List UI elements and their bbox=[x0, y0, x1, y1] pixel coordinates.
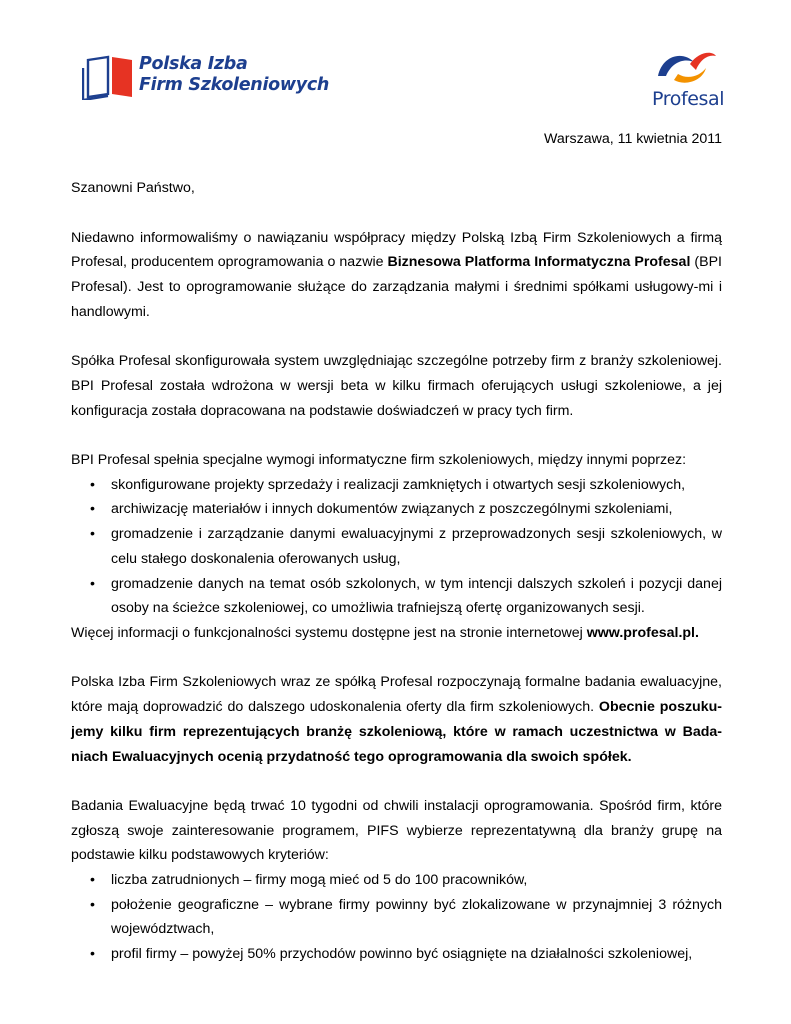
list-item bbox=[71, 893, 722, 942]
bullet-icon: • bbox=[90, 872, 95, 888]
pifs-book-icon bbox=[82, 54, 138, 100]
paragraph-intro-bold: Biznesowa Platforma Informatyczna Profesal bbox=[387, 254, 691, 271]
paragraph-evaluation bbox=[71, 670, 722, 769]
list-item-text: archiwizację materiałów i innych dokumentów związanych z poszczególnymi szkoleniami, bbox=[111, 501, 673, 518]
list-item bbox=[71, 572, 722, 621]
profesal-logo bbox=[648, 46, 728, 110]
list-item-text: położenie geograficzne – wybrane firmy powinny być zlokalizowane w przynajmniej 3 różnych województwach, bbox=[111, 896, 722, 938]
paragraph-intro-text: Niedawno informowaliśmy o nawiązaniu współpracy między Polską Izbą Firm Szkoleniowych a firmą Profesal, producentem oprogramowania o nazwie bbox=[71, 229, 722, 271]
letter-body bbox=[71, 127, 722, 967]
list-item-text: gromadzenie i zarządzanie danymi ewaluacyjnymi z przeprowadzonych sesji szkoleniowych, w celu stałego doskonalenia oferowanych usług, bbox=[111, 526, 722, 567]
paragraph-intro-rest: (BPI Profesal). Jest to oprogramowanie służące do zarządzania małymi i średnimi spółkami usługowy-mi i handlowymi. bbox=[71, 254, 722, 320]
paragraph-configuration: Spółka Profesal skonfigurowała system uwzględniając szczególne potrzeby firm z branży szkoleniowej. BPI Profesal została wdrożona w wersji beta w kilku firmach oferujących usługi szkoleniowe, a jej konfiguracja została dopracowana na podstawie doświadczeń w pracy tych firm. bbox=[71, 353, 722, 419]
paragraph-criteria-intro: Badania Ewaluacyjne będą trwać 10 tygodni od chwili instalacji oprogramowania. Spośród firm, które zgłoszą swoje zainteresowanie programem, PIFS wybierze reprezentatywną dla branży grupę na podstawie kilku podstawowych kryteriów: bbox=[71, 797, 722, 864]
pifs-logo-text bbox=[139, 54, 329, 96]
pifs-logo-line1: Polska Izba bbox=[139, 54, 248, 74]
bullet-icon: • bbox=[90, 526, 95, 543]
list-item-text: profil firmy – powyżej 50% przychodów powinno być osiągnięte na działalności szkoleniowej, bbox=[111, 946, 693, 963]
list-item bbox=[71, 942, 722, 967]
list-item-text: skonfigurowane projekty sprzedaży i realizacji zamkniętych i otwartych sesji szkoleniowych, bbox=[111, 476, 686, 493]
features-intro: BPI Profesal spełnia specjalne wymogi informatyczne firm szkoleniowych, między innymi poprzez: bbox=[71, 452, 687, 469]
features-list bbox=[71, 473, 722, 621]
bullet-icon: • bbox=[90, 946, 95, 963]
bullet-icon: • bbox=[90, 476, 95, 493]
list-item-text: gromadzenie danych na temat osób szkolonych, w tym intencji dalszych szkoleń i pozycji danej osoby na ścieżce szkoleniowej, co umożliwia trafniejszą ofertę organizowanych sesji. bbox=[111, 575, 722, 617]
list-item-text: liczba zatrudnionych – firmy mogą mieć od 5 do 100 pracowników, bbox=[111, 872, 528, 888]
profesal-swirl-icon bbox=[654, 46, 720, 88]
list-item bbox=[71, 497, 722, 522]
list-item bbox=[71, 473, 722, 498]
list-item bbox=[71, 868, 722, 893]
letter-greeting: Szanowni Państwo, bbox=[71, 180, 195, 197]
pifs-logo-line2: Firm Szkoleniowych bbox=[139, 75, 330, 95]
bullet-icon: • bbox=[90, 501, 95, 518]
paragraph-evaluation-text: Polska Izba Firm Szkoleniowych wraz ze spółką Profesal rozpoczynają formalne badania ewaluacyjne, które mają doprowadzić do dalszego udoskonalenia oferty dla firm szkoleniowych. bbox=[71, 674, 722, 716]
list-item bbox=[71, 522, 722, 571]
letter-date: Warszawa, 11 kwietnia 2011 bbox=[544, 131, 722, 147]
more-info-text: Więcej informacji o funkcjonalności systemu dostępne jest na stronie internetowej bbox=[71, 625, 587, 641]
pifs-logo bbox=[82, 54, 330, 104]
bullet-icon: • bbox=[90, 575, 95, 592]
website-link[interactable]: www.profesal.pl. bbox=[586, 625, 699, 641]
profesal-logo-text: Profesal bbox=[652, 88, 725, 110]
paragraph-evaluation-bold: Obecnie poszuku-jemy kilku firm reprezentujących branżę szkoleniową, które w ramach uczestnictwa w Bada-niach Ewaluacyjnych ocenią przydatność tego oprogramowania dla swoich spółek. bbox=[71, 699, 723, 765]
more-info bbox=[71, 621, 722, 646]
bullet-icon: • bbox=[90, 896, 95, 913]
criteria-list bbox=[71, 868, 722, 967]
paragraph-intro bbox=[71, 226, 722, 325]
